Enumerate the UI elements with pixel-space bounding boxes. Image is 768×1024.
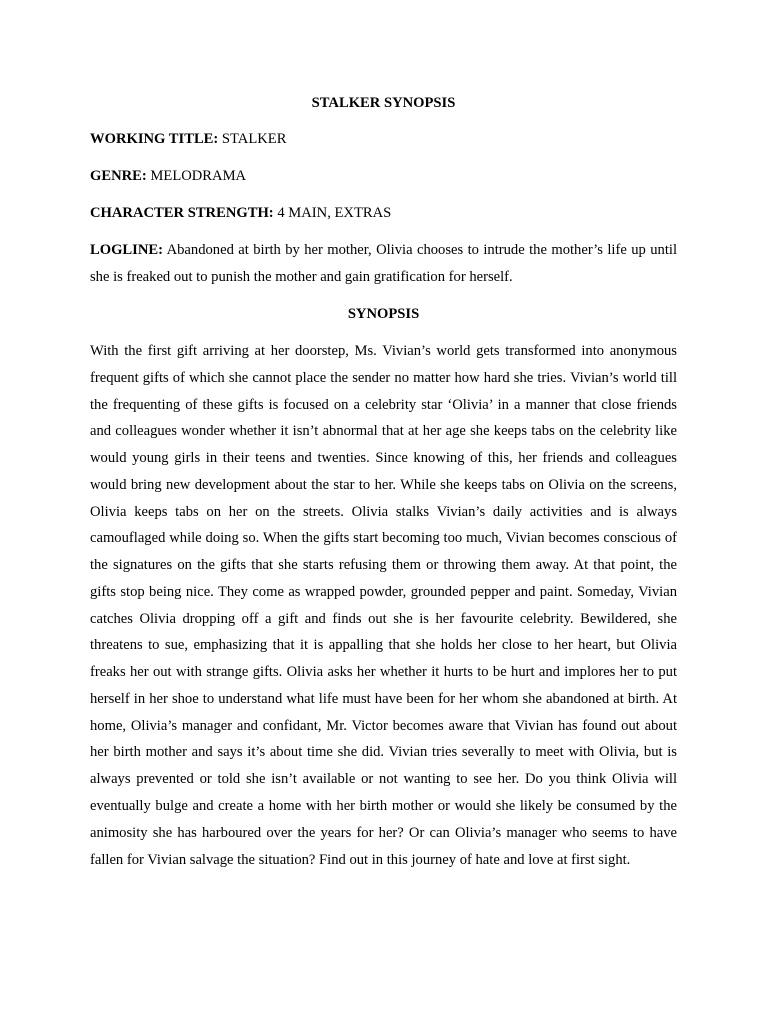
- document-title: STALKER SYNOPSIS: [311, 95, 456, 111]
- genre-value: MELODRAMA: [150, 168, 247, 184]
- synopsis-heading: SYNOPSIS: [347, 306, 420, 322]
- genre-label: GENRE:: [90, 168, 147, 184]
- working-title-value: STALKER: [221, 131, 287, 147]
- logline-paragraph: [90, 237, 677, 291]
- genre-line: [90, 166, 677, 186]
- logline-label: LOGLINE:: [90, 242, 163, 258]
- logline-text: Abandoned at birth by her mother, Olivia chooses to intrude the mother’s life up until she is freaked out to punish the mother and gain gratification for herself.: [90, 242, 677, 285]
- character-strength-line: [90, 203, 677, 223]
- working-title-label: WORKING TITLE:: [90, 131, 219, 147]
- character-strength-value: 4 MAIN, EXTRAS: [277, 205, 392, 221]
- working-title-line: [90, 129, 677, 149]
- synopsis-paragraph: With the first gift arriving at her doorstep, Ms. Vivian’s world gets transformed into anonymous frequent gifts of which she cannot place the sender no matter how hard she tries. Vivian’s world till the frequenting of these gifts is focused on a celebrity star ‘Olivia’ in a manner that close friends and colleagues wonder whether it isn’t abnormal that at her age she keeps tabs on the celebrity like would young girls in their teens and twenties. Since knowing of this, her friends and colleagues would bring new development about the star to her. While she keeps tabs on Olivia on the screens, Olivia keeps tabs on her on the streets. Olivia stalks Vivian’s daily activities and is always camouflaged while doing so. When the gifts start becoming too much, Vivian becomes conscious of the signatures on the gifts that she starts refusing them or throwing them away. At that point, the gifts stop being nice. They come as wrapped powder, grounded pepper and paint. Someday, Vivian catches Olivia dropping off a gift and finds out she is her favourite celebrity. Bewildered, she threatens to sue, emphasizing that it is appalling that she holds her close to her heart, but Olivia freaks her out with strange gifts. Olivia asks her whether it hurts to be hurt and implores her to put herself in her shoe to understand what life must have been for her whom she abandoned at birth. At home, Olivia’s manager and confidant, Mr. Victor becomes aware that Vivian has found out about her birth mother and says it’s about time she did. Vivian tries severally to meet with Olivia, but is always prevented or told she isn’t available or not wanting to see her. Do you think Olivia will eventually bulge and create a home with her birth mother or would she likely be consumed by the animosity she has harboured over the years for her? Or can Olivia’s manager who seems to have fallen for Vivian salvage the situation? Find out in this journey of hate and love at first sight.: [90, 343, 677, 868]
- document-page: [90, 0, 677, 1024]
- character-strength-label: CHARACTER STRENGTH:: [90, 205, 274, 221]
